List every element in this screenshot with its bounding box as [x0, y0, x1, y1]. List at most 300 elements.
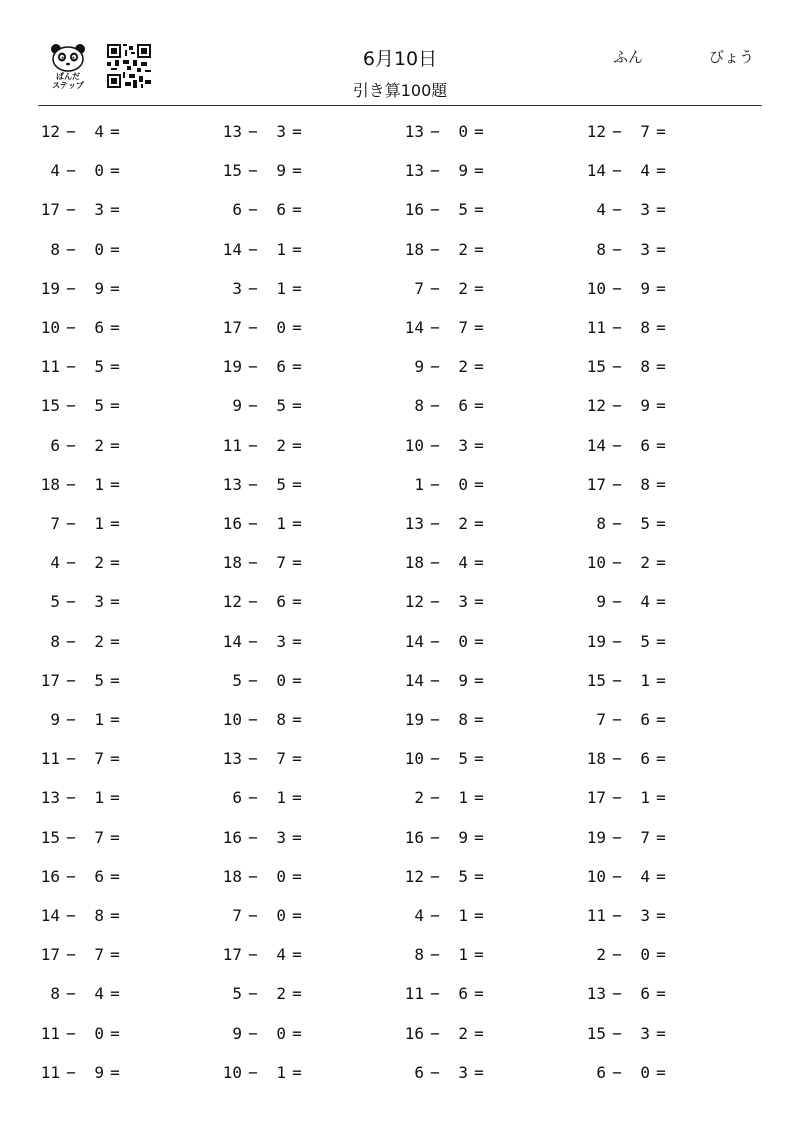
- subtraction-problem: [402, 935, 490, 974]
- equals-sign: =: [110, 984, 120, 1004]
- subtrahend: 2: [94, 631, 104, 651]
- equals-sign: =: [110, 474, 120, 494]
- subtrahend: 2: [458, 357, 468, 377]
- subtrahend: 1: [458, 788, 468, 808]
- minuend: 10: [404, 435, 424, 455]
- minus-sign: −: [430, 710, 440, 729]
- equals-sign: =: [474, 984, 484, 1004]
- equals-sign: =: [110, 161, 120, 181]
- problem-row: [38, 465, 762, 504]
- minus-sign: −: [66, 200, 76, 220]
- minuend: 12: [586, 122, 606, 141]
- minus-sign: −: [612, 631, 622, 651]
- equals-sign: =: [292, 906, 302, 925]
- minus-sign: −: [66, 906, 76, 925]
- equals-sign: =: [292, 396, 302, 416]
- minuend: 11: [586, 318, 606, 337]
- subtrahend: 6: [276, 357, 286, 377]
- equals-sign: =: [292, 200, 302, 220]
- problem-row: [38, 543, 762, 582]
- minus-sign: −: [248, 122, 258, 141]
- subtraction-problem: [584, 582, 672, 621]
- equals-sign: =: [474, 749, 484, 769]
- minuend: 19: [404, 710, 424, 729]
- minus-sign: −: [248, 984, 258, 1004]
- minus-sign: −: [66, 357, 76, 377]
- subtrahend: 4: [640, 866, 650, 886]
- minus-sign: −: [612, 200, 622, 220]
- subtrahend: 5: [94, 396, 104, 416]
- minuend: 8: [414, 396, 424, 416]
- minuend: 8: [596, 514, 606, 533]
- minuend: 12: [404, 866, 424, 886]
- subtraction-problem: [584, 504, 672, 543]
- equals-sign: =: [292, 161, 302, 181]
- problem-row: [38, 386, 762, 425]
- minuend: 12: [404, 592, 424, 612]
- subtraction-problem: [584, 230, 672, 269]
- minus-sign: −: [612, 553, 622, 573]
- minuend: 17: [222, 945, 242, 965]
- minuend: 6: [50, 435, 60, 455]
- subtraction-problem: [402, 818, 490, 857]
- minus-sign: −: [612, 984, 622, 1004]
- equals-sign: =: [656, 1023, 666, 1043]
- problem-row: [38, 151, 762, 190]
- equals-sign: =: [110, 1023, 120, 1043]
- equals-sign: =: [656, 357, 666, 377]
- equals-sign: =: [656, 553, 666, 573]
- minus-sign: −: [66, 474, 76, 494]
- subtraction-problem: [402, 308, 490, 347]
- minus-sign: −: [612, 827, 622, 847]
- minus-sign: −: [612, 710, 622, 729]
- subtrahend: 5: [640, 514, 650, 533]
- equals-sign: =: [110, 592, 120, 612]
- subtraction-problem: [220, 190, 308, 229]
- minus-sign: −: [430, 749, 440, 769]
- equals-sign: =: [292, 318, 302, 337]
- equals-sign: =: [656, 1062, 666, 1082]
- minuend: 2: [596, 945, 606, 965]
- minus-sign: −: [430, 474, 440, 494]
- equals-sign: =: [110, 670, 120, 690]
- subtraction-problem: [220, 543, 308, 582]
- minus-sign: −: [612, 239, 622, 259]
- subtrahend: 7: [276, 553, 286, 573]
- equals-sign: =: [110, 945, 120, 965]
- subtraction-problem: [220, 269, 308, 308]
- equals-sign: =: [110, 122, 120, 141]
- subtraction-problem: [38, 935, 126, 974]
- equals-sign: =: [292, 357, 302, 377]
- subtraction-problem: [584, 661, 672, 700]
- subtrahend: 3: [640, 1023, 650, 1043]
- equals-sign: =: [656, 906, 666, 925]
- subtrahend: 9: [640, 396, 650, 416]
- minuend: 17: [40, 670, 60, 690]
- subtrahend: 3: [94, 200, 104, 220]
- equals-sign: =: [292, 122, 302, 141]
- minuend: 18: [404, 239, 424, 259]
- minuend: 10: [40, 318, 60, 337]
- minuend: 13: [222, 749, 242, 769]
- subtrahend: 4: [94, 122, 104, 141]
- subtrahend: 5: [94, 670, 104, 690]
- subtrahend: 3: [276, 827, 286, 847]
- subtrahend: 1: [94, 514, 104, 533]
- subtrahend: 2: [640, 553, 650, 573]
- minus-sign: −: [430, 1062, 440, 1082]
- subtraction-problem: [402, 778, 490, 817]
- seconds-label: びょう: [709, 48, 755, 66]
- subtraction-problem: [402, 386, 490, 425]
- minuend: 4: [50, 553, 60, 573]
- equals-sign: =: [292, 984, 302, 1004]
- minuend: 4: [596, 200, 606, 220]
- subtrahend: 7: [276, 749, 286, 769]
- equals-sign: =: [656, 278, 666, 298]
- equals-sign: =: [474, 200, 484, 220]
- subtraction-problem: [584, 151, 672, 190]
- minuend: 15: [222, 161, 242, 181]
- minus-sign: −: [66, 631, 76, 651]
- minus-sign: −: [66, 788, 76, 808]
- problem-row: [38, 582, 762, 621]
- minus-sign: −: [248, 592, 258, 612]
- minus-sign: −: [612, 161, 622, 181]
- subtraction-problem: [584, 896, 672, 935]
- minus-sign: −: [430, 318, 440, 337]
- minus-sign: −: [430, 161, 440, 181]
- minuend: 8: [596, 239, 606, 259]
- equals-sign: =: [474, 435, 484, 455]
- subtraction-problem: [584, 426, 672, 465]
- subtrahend: 2: [458, 1023, 468, 1043]
- minuend: 12: [586, 396, 606, 416]
- subtrahend: 4: [458, 553, 468, 573]
- minuend: 11: [404, 984, 424, 1004]
- problem-row: [38, 818, 762, 857]
- subtrahend: 5: [458, 866, 468, 886]
- subtraction-problem: [584, 700, 672, 739]
- subtraction-problem: [38, 230, 126, 269]
- subtraction-problem: [584, 347, 672, 386]
- subtrahend: 0: [640, 1062, 650, 1082]
- minuend: 13: [404, 161, 424, 181]
- subtrahend: 6: [458, 984, 468, 1004]
- equals-sign: =: [656, 631, 666, 651]
- equals-sign: =: [656, 239, 666, 259]
- minuend: 13: [404, 514, 424, 533]
- equals-sign: =: [110, 278, 120, 298]
- subtrahend: 8: [640, 474, 650, 494]
- minus-sign: −: [430, 906, 440, 925]
- minus-sign: −: [612, 396, 622, 416]
- subtraction-problem: [38, 112, 126, 151]
- subtraction-problem: [584, 1053, 672, 1092]
- subtrahend: 9: [276, 161, 286, 181]
- subtraction-problem: [38, 504, 126, 543]
- subtrahend: 4: [640, 161, 650, 181]
- subtrahend: 6: [640, 435, 650, 455]
- subtrahend: 1: [276, 278, 286, 298]
- minus-sign: −: [248, 278, 258, 298]
- subtraction-problem: [220, 1014, 308, 1053]
- minus-sign: −: [66, 122, 76, 141]
- minuend: 8: [414, 945, 424, 965]
- equals-sign: =: [292, 1062, 302, 1082]
- minus-sign: −: [66, 749, 76, 769]
- equals-sign: =: [110, 827, 120, 847]
- minus-sign: −: [430, 396, 440, 416]
- equals-sign: =: [474, 161, 484, 181]
- subtraction-problem: [38, 269, 126, 308]
- equals-sign: =: [474, 239, 484, 259]
- subtrahend: 8: [94, 906, 104, 925]
- subtrahend: 0: [458, 474, 468, 494]
- subtrahend: 9: [458, 670, 468, 690]
- minuend: 15: [40, 827, 60, 847]
- subtraction-problem: [402, 543, 490, 582]
- equals-sign: =: [292, 670, 302, 690]
- subtrahend: 9: [94, 1062, 104, 1082]
- minus-sign: −: [430, 945, 440, 965]
- minuend: 10: [222, 710, 242, 729]
- subtraction-problem: [220, 151, 308, 190]
- subtraction-problem: [38, 582, 126, 621]
- minus-sign: −: [248, 200, 258, 220]
- equals-sign: =: [656, 435, 666, 455]
- subtraction-problem: [38, 700, 126, 739]
- subtraction-problem: [38, 622, 126, 661]
- minus-sign: −: [612, 749, 622, 769]
- subtrahend: 6: [94, 866, 104, 886]
- minus-sign: −: [430, 122, 440, 141]
- minus-sign: −: [612, 866, 622, 886]
- subtraction-problem: [402, 974, 490, 1013]
- subtrahend: 1: [94, 474, 104, 494]
- equals-sign: =: [474, 788, 484, 808]
- equals-sign: =: [474, 710, 484, 729]
- minus-sign: −: [66, 592, 76, 612]
- minuend: 12: [222, 592, 242, 612]
- minuend: 9: [232, 396, 242, 416]
- minuend: 7: [596, 710, 606, 729]
- subtrahend: 2: [94, 553, 104, 573]
- minuend: 13: [222, 122, 242, 141]
- subtraction-problem: [220, 778, 308, 817]
- minus-sign: −: [66, 827, 76, 847]
- minuend: 8: [50, 631, 60, 651]
- subtrahend: 5: [276, 474, 286, 494]
- equals-sign: =: [292, 514, 302, 533]
- subtraction-problem: [220, 935, 308, 974]
- equals-sign: =: [110, 239, 120, 259]
- minutes-label: ふん: [613, 48, 644, 66]
- subtrahend: 4: [640, 592, 650, 612]
- minus-sign: −: [430, 278, 440, 298]
- equals-sign: =: [110, 788, 120, 808]
- equals-sign: =: [292, 592, 302, 612]
- problem-row: [38, 347, 762, 386]
- problem-row: [38, 426, 762, 465]
- minus-sign: −: [248, 357, 258, 377]
- minus-sign: −: [612, 435, 622, 455]
- equals-sign: =: [656, 670, 666, 690]
- subtraction-problem: [402, 857, 490, 896]
- subtraction-problem: [220, 700, 308, 739]
- minus-sign: −: [612, 474, 622, 494]
- subtrahend: 3: [276, 631, 286, 651]
- subtraction-problem: [402, 190, 490, 229]
- minuend: 14: [586, 161, 606, 181]
- subtrahend: 1: [94, 788, 104, 808]
- subtrahend: 6: [640, 984, 650, 1004]
- minuend: 8: [50, 984, 60, 1004]
- minus-sign: −: [248, 553, 258, 573]
- subtrahend: 0: [94, 161, 104, 181]
- minuend: 5: [232, 670, 242, 690]
- subtraction-problem: [220, 661, 308, 700]
- minuend: 6: [232, 788, 242, 808]
- minus-sign: −: [248, 1023, 258, 1043]
- subtrahend: 7: [94, 749, 104, 769]
- minus-sign: −: [66, 553, 76, 573]
- subtrahend: 2: [458, 239, 468, 259]
- subtrahend: 8: [458, 710, 468, 729]
- subtraction-problem: [220, 857, 308, 896]
- subtraction-problem: [220, 1053, 308, 1092]
- minuend: 14: [404, 318, 424, 337]
- subtraction-problem: [220, 504, 308, 543]
- minuend: 5: [50, 592, 60, 612]
- worksheet-title: 引き算100題: [352, 81, 448, 100]
- subtrahend: 3: [458, 435, 468, 455]
- minuend: 7: [50, 514, 60, 533]
- subtrahend: 2: [276, 984, 286, 1004]
- equals-sign: =: [656, 161, 666, 181]
- logo-text: [46, 72, 90, 90]
- subtraction-problem: [584, 465, 672, 504]
- minuend: 3: [232, 278, 242, 298]
- minuend: 2: [414, 788, 424, 808]
- minuend: 4: [414, 906, 424, 925]
- minuend: 18: [222, 553, 242, 573]
- subtraction-problem: [584, 112, 672, 151]
- minus-sign: −: [248, 710, 258, 729]
- subtraction-problem: [402, 1014, 490, 1053]
- minuend: 6: [414, 1062, 424, 1082]
- minus-sign: −: [430, 357, 440, 377]
- subtrahend: 7: [640, 827, 650, 847]
- header-divider: [38, 105, 762, 106]
- subtraction-problem: [38, 818, 126, 857]
- worksheet-date: 6月10日: [362, 48, 438, 70]
- minuend: 14: [222, 631, 242, 651]
- minus-sign: −: [248, 396, 258, 416]
- equals-sign: =: [292, 749, 302, 769]
- subtrahend: 2: [94, 435, 104, 455]
- minus-sign: −: [612, 945, 622, 965]
- problem-row: [38, 622, 762, 661]
- equals-sign: =: [292, 435, 302, 455]
- minuend: 10: [222, 1062, 242, 1082]
- subtrahend: 1: [276, 239, 286, 259]
- minuend: 7: [414, 278, 424, 298]
- subtraction-problem: [402, 739, 490, 778]
- logo-text-line1: ぱんだ: [56, 72, 80, 81]
- subtraction-problem: [38, 308, 126, 347]
- minus-sign: −: [430, 239, 440, 259]
- subtraction-problem: [584, 308, 672, 347]
- minuend: 19: [586, 631, 606, 651]
- minus-sign: −: [66, 396, 76, 416]
- minus-sign: −: [612, 122, 622, 141]
- minuend: 16: [404, 200, 424, 220]
- minuend: 11: [40, 1023, 60, 1043]
- subtraction-problem: [584, 622, 672, 661]
- subtrahend: 1: [276, 514, 286, 533]
- minus-sign: −: [248, 474, 258, 494]
- subtrahend: 9: [458, 161, 468, 181]
- equals-sign: =: [474, 1023, 484, 1043]
- subtrahend: 5: [458, 749, 468, 769]
- subtrahend: 5: [276, 396, 286, 416]
- minuend: 7: [232, 906, 242, 925]
- subtrahend: 7: [94, 945, 104, 965]
- equals-sign: =: [474, 827, 484, 847]
- minuend: 18: [222, 866, 242, 886]
- subtraction-problem: [584, 543, 672, 582]
- subtraction-problem: [220, 347, 308, 386]
- equals-sign: =: [474, 670, 484, 690]
- problem-row: [38, 661, 762, 700]
- minus-sign: −: [430, 670, 440, 690]
- minus-sign: −: [612, 670, 622, 690]
- subtrahend: 6: [94, 318, 104, 337]
- minuend: 14: [586, 435, 606, 455]
- equals-sign: =: [656, 318, 666, 337]
- subtrahend: 7: [640, 122, 650, 141]
- minus-sign: −: [66, 710, 76, 729]
- minuend: 9: [232, 1023, 242, 1043]
- equals-sign: =: [474, 592, 484, 612]
- subtrahend: 5: [458, 200, 468, 220]
- subtraction-problem: [584, 386, 672, 425]
- subtraction-problem: [584, 1014, 672, 1053]
- subtraction-problem: [38, 661, 126, 700]
- subtrahend: 6: [276, 592, 286, 612]
- minus-sign: −: [430, 788, 440, 808]
- minuend: 10: [404, 749, 424, 769]
- minus-sign: −: [430, 827, 440, 847]
- subtrahend: 9: [458, 827, 468, 847]
- equals-sign: =: [474, 631, 484, 651]
- minus-sign: −: [248, 866, 258, 886]
- equals-sign: =: [474, 514, 484, 533]
- problem-row: [38, 504, 762, 543]
- equals-sign: =: [656, 200, 666, 220]
- equals-sign: =: [292, 278, 302, 298]
- minuend: 9: [596, 592, 606, 612]
- minuend: 15: [586, 1023, 606, 1043]
- minus-sign: −: [248, 318, 258, 337]
- problem-row: [38, 1053, 762, 1092]
- subtraction-problem: [38, 1053, 126, 1092]
- subtrahend: 1: [640, 788, 650, 808]
- subtrahend: 4: [276, 945, 286, 965]
